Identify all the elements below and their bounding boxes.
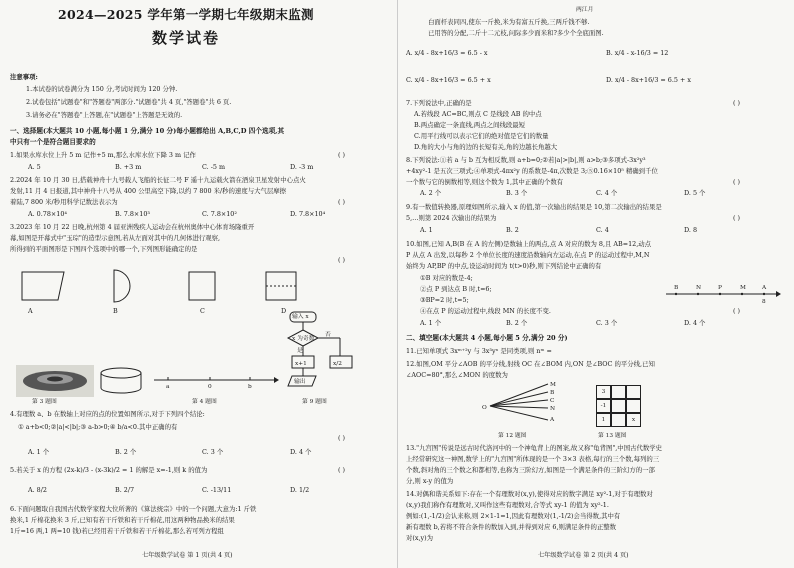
jade-cong-photo	[16, 365, 94, 397]
magic-cell	[626, 385, 641, 399]
magic-cell	[611, 399, 626, 413]
q6-option-a: A. x/4 - 8x+16/3 = 6.5 - x	[406, 49, 488, 57]
q2-line-1: 2.2024 年 10 月 30 日,搭载神舟十九号载人飞船的长征二号 F 遥十九运载火箭在酒泉卫星发射中心点火	[10, 176, 306, 184]
q5-option-c: C. -13/11	[202, 486, 232, 494]
section-1-heading: 一、选择题(本大题共 10 小题,每小题 1 分,满分 10 分)每小题都给出 A,B,C,D 四个选项,其	[10, 127, 285, 135]
q10-item-4: ④在点 P 的运动过程中,线段 MN 的长度不变.	[420, 307, 551, 315]
q8-option-d: D. 5 个	[684, 189, 706, 197]
q3-option-c-rectangle	[185, 268, 225, 304]
q4-paren: ( )	[338, 434, 346, 442]
flow-input: 输入 x	[292, 314, 309, 320]
flow-op2: x/2	[333, 361, 342, 367]
q1-option-b: B. +3 m	[115, 163, 142, 171]
q1-option-c: C. -5 m	[202, 163, 226, 171]
angle-label-c: C	[550, 398, 555, 404]
q10-paren: ( )	[733, 307, 741, 315]
magic-cell: 3	[596, 385, 611, 399]
angle-label-m: M	[550, 382, 556, 388]
magic-cell	[611, 385, 626, 399]
q6-option-d: D. x/4 - 8x+16/3 = 6.5 + x	[606, 76, 691, 84]
q6-line-2: 换米,1 斤棉花换米 3 斤,已知有若干斤铁和若干斤棉花,用这两种物品换米的结果	[10, 516, 235, 524]
q10-label-a: A	[762, 285, 767, 291]
q6-option-b: B. x/4 - x-16/3 = 12	[606, 49, 669, 57]
q3-option-c-label: C	[200, 307, 205, 315]
q10-value-8: 8	[762, 299, 766, 305]
magic-cell	[626, 399, 641, 413]
q2-line-2: 发射,11 月 4 日报道,其中神舟十八号从 400 公里高空下降,以约 7 800 米/秒的速度与大气层摩擦	[10, 187, 287, 195]
section-2-heading: 二、填空题(本大题共 4 小题,每小题 5 分,满分 20 分)	[406, 334, 568, 342]
flow-yes: 是	[297, 348, 303, 354]
q14-line-3: 例如:(1,-1/2)会认来称,则 2×1-1=1,因此有理数对(1,-1/2)会当得数,其中有	[406, 512, 621, 520]
q4-option-d: D. 4 个	[290, 448, 312, 456]
q5-option-b: B. 2/7	[115, 486, 135, 494]
flowchart-figure	[280, 310, 360, 392]
q3-option-a-trapezoid	[18, 268, 78, 304]
angle-label-b: B	[550, 390, 555, 396]
q2-option-d: D. 7.8×10⁴	[290, 210, 326, 218]
q5-paren: ( )	[338, 466, 346, 474]
q3-option-b-label: B	[113, 307, 118, 315]
q10-item-2: ②点 P 到达点 B 时,t=6;	[420, 285, 492, 293]
exam-title: 2024—2025 学年第一学期七年级期末监测	[58, 7, 314, 22]
q6-option-c: C. x/4 - 8x+16/3 = 6.5 + x	[406, 76, 491, 84]
fig3-caption: 第 3 题图	[32, 399, 57, 405]
q12-line-2: ∠AOC=80°,那么∠MON 的度数为	[406, 371, 508, 379]
q10-option-d: D. 4 个	[684, 319, 706, 327]
right-page	[397, 0, 794, 568]
q1-stem: 1.如果水库水位上升 5 m 记作+5 m,那么水库水位下降 3 m 记作	[10, 151, 196, 159]
right-footer: 七年级数学试卷 第 2 页(共 4 页)	[538, 552, 629, 559]
q13-line-1: 13."九宫图"传说是远古时代洛河中的一个神龟背上的图案,故又称"龟背图",中国古代数学史	[406, 444, 663, 452]
angle-label-n: N	[550, 406, 556, 412]
q3-option-d-label: D	[281, 307, 287, 315]
q3-line-2: 幕,如图是开幕式中"玉琮"的造型示意图,若从左面对其中的几何体进行观察,	[10, 234, 221, 242]
q10-label-n: N	[696, 285, 702, 291]
q6-line-1: 6.下面问题取自我国古代数学家程大位所著的《算法统宗》中的一个问题,大意为:1 斤铁	[10, 505, 257, 513]
notice-item-2: 2.试卷包括"试题卷"和"答题卷"两部分."试题卷"共 4 页,"答题卷"共 6 页.	[26, 98, 232, 106]
q10-option-c: C. 3 个	[596, 319, 618, 327]
q11-stem: 11.已知单项式 3xᵐ⁺²y 与 3x³yⁿ 是同类项,则 nᵐ =	[406, 347, 552, 355]
q2-option-a: A. 0.78×10⁴	[28, 210, 67, 218]
left-footer: 七年级数学试卷 第 1 页(共 4 页)	[142, 552, 233, 559]
section-1-heading-2: 中只有一个是符合题目要求的	[10, 138, 96, 146]
q8-option-b: B. 3 个	[506, 189, 528, 197]
q10-item-3: ③BP=2 时,t=5;	[420, 296, 469, 304]
q9-option-c: C. 4	[596, 226, 609, 234]
angle-label-a: A	[550, 417, 555, 423]
q14-line-2: (x,y)我们称作有理数对,又叫作这些有理数对,合等式 xy-1 的值为 xy²-1.	[406, 501, 609, 509]
q2-paren: ( )	[338, 198, 346, 206]
q2-line-3: 着陆,7 800 米/秒用科学记数法表示为	[10, 198, 118, 206]
q14-line-5: 对(x,y)为	[406, 534, 434, 542]
q3-option-b-semicircle	[106, 266, 146, 306]
q4-items: ① a+b<0;②|a|<|b|;③ a-b>0;④ b/a<0.其中正确的有	[18, 423, 178, 431]
q9-option-a: A. 1	[420, 226, 433, 234]
exam-subtitle: 数学试卷	[152, 29, 221, 47]
q2-option-c: C. 7.8×10²	[202, 210, 237, 218]
q7-option-a: A.若线段 AC=BC,则点 C 是线段 AB 的中点	[414, 110, 542, 118]
q4-stem: 4.有理数 a、b 在数轴上对应的点的位置如图所示,对于下列四个结论:	[10, 410, 205, 418]
flow-condition: x 为奇数	[292, 336, 315, 342]
notice-item-3: 3.请务必在"答题卷"上答题,在"试题卷"上答题是无效的.	[26, 111, 183, 119]
magic-cell: -1	[596, 399, 611, 413]
q2-option-b: B. 7.8×10³	[115, 210, 150, 218]
q9-option-d: D. 8	[684, 226, 698, 234]
q7-option-b: B.两点确定一条直线,两点之间线段最短	[414, 121, 526, 129]
q14-line-1: 14.对偶和谐关系如下:存在一个有理数对(x,y),使得对应的数字满足 xy²-1,对于有理数对	[406, 490, 653, 498]
q1-option-d: D. -3 m	[290, 163, 314, 171]
q5-option-a: A. 8/2	[28, 486, 47, 494]
q5-option-d: D. 1/2	[290, 486, 310, 494]
q6-cont-line-1: 白面杆表同四,使东一斤换,米为有富五斤换,三两斤钱不够.	[428, 18, 590, 26]
q9-line-1: 9.有一数值转换器,原理如图所示,输入 x 的值,第一次输出的结果是 10,第二次输出的结果是	[406, 203, 662, 211]
q13-line-3: 个数,斜对角的三个数之和都相等,也称为三阶幻方,如图是一个满足条件的三阶幻方的一部	[406, 466, 655, 474]
flow-no: 否	[325, 332, 331, 338]
flow-output: 输出	[294, 379, 306, 385]
q13-line-2: 上经常研究这一神图,数学上的"九宫图"所体现的是一个 3×3 表格,每行的三个数,每列的三	[406, 455, 660, 463]
q4-option-b: B. 2 个	[115, 448, 137, 456]
q9-line-2: 5,…则第 2024 次输出的结果为	[406, 214, 497, 222]
notice-item-1: 1.本试卷的试卷满分为 150 分,考试时间为 120 分钟.	[26, 85, 178, 93]
number-line-label-b: b	[248, 384, 252, 390]
right-header: 两江月	[576, 7, 594, 13]
q3-option-d-square	[262, 268, 312, 304]
q10-line-1: 10.如图,已知 A,B(B 在 A 的左侧)是数轴上的两点,点 A 对应的数为 8,且 AB=12,动点	[406, 240, 652, 248]
q4-option-c: C. 3 个	[202, 448, 224, 456]
q10-label-p: P	[718, 285, 722, 291]
q3-line-3: 所得到的平面图形是下图四个选项中的哪一个,下列图形能确定的是	[10, 245, 198, 253]
magic-cell: x	[626, 413, 641, 427]
q8-option-a: A. 2 个	[420, 189, 442, 197]
q13-line-4: 分,则 x-y 的值为	[406, 477, 454, 485]
number-line-label-0: 0	[208, 384, 212, 390]
q6-line-3: 1斤=16 两,1 两=10 钱)若已经用若干斤铁和若干斤棉花,那么若可列方程组	[10, 527, 224, 535]
q12-angle-figure	[478, 380, 558, 430]
cylinder-figure	[98, 366, 144, 396]
fig9-caption: 第 9 题图	[302, 399, 327, 405]
q8-option-c: C. 4 个	[596, 189, 618, 197]
fig4-caption: 第 4 题图	[192, 399, 217, 405]
notice-heading: 注意事项:	[10, 73, 38, 81]
number-line-label-a: a	[166, 384, 170, 390]
magic-cell: 1	[596, 413, 611, 427]
q10-option-a: A. 1 个	[420, 319, 442, 327]
q7-option-c: C.用平行线可以表示它们的绝对值是它们的数量	[414, 132, 549, 140]
q1-option-a: A. 5	[28, 163, 41, 171]
magic-cell	[611, 413, 626, 427]
magic-square	[596, 385, 641, 427]
fig13-caption: 第 13 题图	[598, 433, 627, 439]
q4-option-a: A. 1 个	[28, 448, 50, 456]
q10-line-2: P 从点 A 出发,以每秒 2 个单位长度的速度沿数轴向左运动,在点 P 的运动过程中,M,N	[406, 251, 650, 259]
fig12-caption: 第 12 题图	[498, 433, 527, 439]
q1-paren: ( )	[338, 151, 346, 159]
q8-line-1: 8.下列说法:①若 a 与 b 互为相反数,则 a+b=0;②若|a|>|b|,则 a>b;③多项式-3x²y³	[406, 156, 646, 164]
q3-paren: ( )	[338, 256, 346, 264]
q8-line-2: +4xy²-1 是五次三项式;④单项式-4πx²y 的系数是-4π,次数是 3;⑤0.16×10⁵ 精确到千位	[406, 167, 658, 175]
angle-label-o: O	[482, 405, 487, 411]
q10-item-1: ①B 对应的数是-4;	[420, 274, 473, 282]
q14-line-4: 新有理数 b,若将不符合条件的数加入到,并得到对应 6,则满足条件的正整数	[406, 523, 617, 531]
q10-label-b: B	[674, 285, 679, 291]
q3-option-a-label: A	[28, 307, 33, 315]
q10-option-b: B. 2 个	[506, 319, 528, 327]
flow-op1: x+1	[295, 361, 307, 367]
q12-line-1: 12.如图,OM 平分∠AOB 的平分线,射线 OC 在∠BOM 内,ON 是∠BOC 的平分线,已知	[406, 360, 655, 368]
q7-paren: ( )	[733, 99, 741, 107]
q8-line-3: 一个数与它的倒数相等,则这个数为 1,其中正确的个数有	[406, 178, 564, 186]
q5-stem: 5.若关于 x 的方程 (2x-k)/3 - (x-3k)/2 = 1 的解是 x=-1,则 k 的值为	[10, 466, 208, 474]
number-line-figure	[150, 372, 280, 392]
q10-line-3: 始终为 AP,BP 的中点,设运动时间为 t(t>0)秒,则下列结论中正确的有	[406, 262, 602, 270]
q9-paren: ( )	[733, 214, 741, 222]
q3-line-1: 3.2023 年 10 月 22 日晚,杭州第 4 届亚洲残疾人运动会在杭州奥体中心体育场隆重开	[10, 223, 255, 231]
q6-cont-line-2: 已用答的分配,二斤十二元枝,问际多少面米和?多少个全底面图.	[428, 29, 604, 37]
q7-stem: 7.下列说法中,正确的是	[406, 99, 472, 107]
q8-paren: ( )	[733, 178, 741, 186]
q7-option-d: D.角的大小与角的边的长短有关,角的边越长角越大	[414, 143, 558, 151]
q10-label-m: M	[740, 285, 746, 291]
q9-option-b: B. 2	[506, 226, 519, 234]
